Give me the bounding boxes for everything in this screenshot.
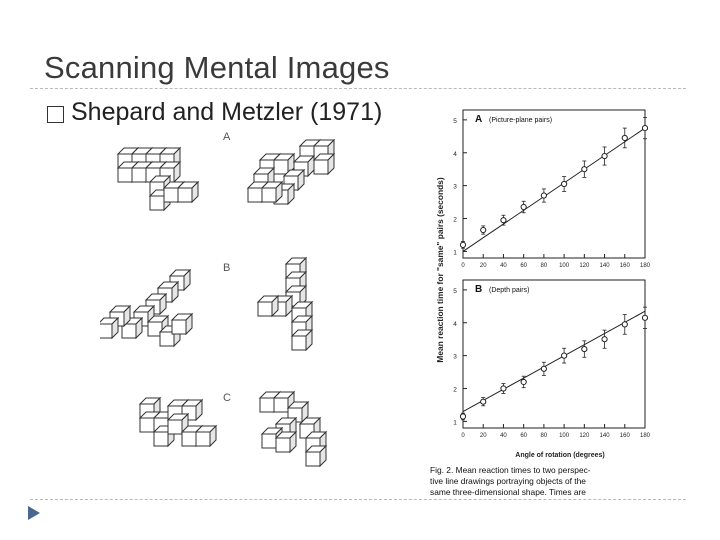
panel-title: (Picture-plane pairs) — [489, 117, 553, 124]
object-b-right — [258, 258, 312, 350]
cube-figures — [100, 130, 420, 480]
x-tick-label: 140 — [599, 433, 610, 439]
panel-label: A — [475, 114, 483, 125]
data-point — [562, 181, 567, 186]
y-tick-label: 2 — [453, 386, 457, 394]
caption-line-1: Fig. 2. Mean reaction times to two perspec- — [430, 465, 591, 475]
x-tick-label: 40 — [500, 433, 507, 439]
y-tick-label: 4 — [453, 150, 457, 158]
data-point — [460, 414, 465, 419]
y-tick-label: 3 — [453, 353, 457, 361]
data-point — [460, 242, 465, 247]
x-tick-label: 80 — [540, 433, 548, 439]
reaction-time-chart — [430, 100, 655, 500]
x-tick-label: 140 — [599, 263, 610, 269]
x-tick-label: 0 — [461, 433, 465, 439]
object-c-left — [140, 398, 216, 446]
x-tick-label: 20 — [479, 433, 487, 439]
object-b-left — [100, 270, 192, 346]
data-point — [602, 337, 607, 342]
data-point — [481, 399, 486, 404]
x-tick-label: 160 — [619, 433, 630, 439]
data-point — [521, 379, 526, 384]
slide-title: Scanning Mental Images — [44, 50, 390, 85]
x-tick-label: 120 — [579, 433, 590, 439]
data-point — [582, 167, 587, 172]
data-point — [501, 386, 506, 391]
data-point — [562, 353, 567, 358]
y-tick-label: 5 — [453, 117, 457, 125]
x-tick-label: 180 — [639, 433, 651, 439]
pair-label-c: C — [223, 392, 231, 404]
x-tick-label: 40 — [500, 263, 507, 269]
caption-line-2: tive line drawings portraying objects of the — [430, 476, 586, 486]
data-point — [541, 193, 546, 198]
x-tick-label: 180 — [639, 263, 651, 269]
data-point — [501, 218, 506, 223]
x-axis-label: Angle of rotation (degrees) — [515, 452, 605, 459]
x-tick-label: 0 — [461, 263, 465, 269]
y-tick-label: 5 — [453, 287, 457, 295]
x-tick-label: 160 — [619, 263, 630, 269]
caption-line-3: same three-dimensional shape. Times are — [430, 487, 586, 497]
x-tick-label: 60 — [520, 263, 528, 269]
data-point — [481, 227, 486, 232]
slide-bullet-arrow-icon — [28, 506, 40, 520]
pair-label-a: A — [223, 131, 231, 143]
x-tick-label: 100 — [559, 263, 570, 269]
panel-label: B — [475, 284, 483, 295]
x-tick-label: 120 — [579, 263, 590, 269]
object-a-left — [118, 148, 198, 210]
y-tick-label: 4 — [453, 320, 457, 328]
bullet-item — [47, 98, 382, 127]
x-tick-label: 20 — [479, 263, 487, 269]
y-tick-label: 1 — [453, 419, 457, 427]
data-point — [541, 366, 546, 371]
pair-label-b: B — [223, 262, 231, 274]
data-point — [582, 346, 587, 351]
y-tick-label: 3 — [453, 183, 457, 191]
footer-divider — [30, 499, 686, 500]
y-axis-label: Mean reaction time for "same" pairs (seconds) — [435, 177, 445, 363]
checkbox-bullet-icon — [47, 106, 64, 123]
data-point — [622, 322, 627, 327]
y-tick-label: 2 — [453, 216, 457, 224]
data-point — [642, 125, 647, 130]
title-divider — [30, 88, 686, 89]
bullet-text: Shepard and Metzler (1971) — [71, 98, 383, 126]
y-tick-label: 1 — [453, 249, 457, 257]
object-c-right — [260, 392, 326, 466]
data-point — [521, 204, 526, 209]
x-tick-label: 100 — [559, 433, 570, 439]
data-point — [622, 135, 627, 140]
data-point — [602, 153, 607, 158]
data-point — [642, 315, 647, 320]
object-a-right — [248, 140, 334, 204]
x-tick-label: 60 — [520, 433, 528, 439]
x-tick-label: 80 — [540, 263, 548, 269]
panel-title: (Depth pairs) — [489, 287, 530, 294]
